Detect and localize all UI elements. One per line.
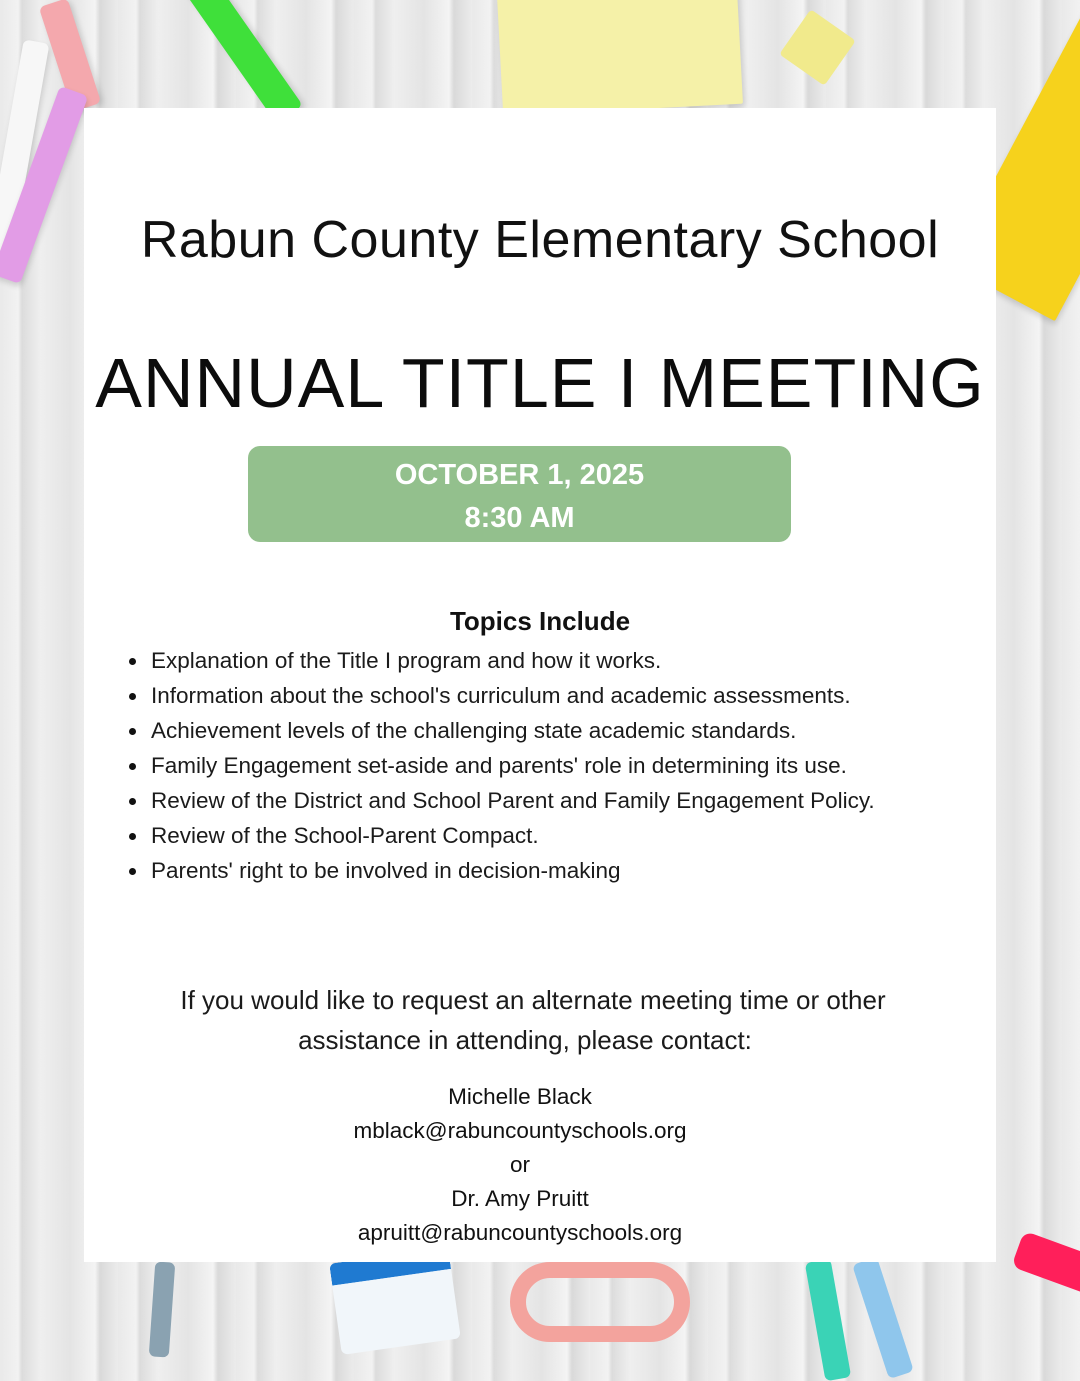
topic-item: Achievement levels of the challenging state academic standards. — [128, 713, 978, 748]
topic-item: Parents' right to be involved in decision-making — [128, 853, 978, 888]
topic-item: Review of the District and School Parent and Family Engagement Policy. — [128, 783, 978, 818]
request-line-1: If you would like to request an alternate meeting time or other — [180, 985, 886, 1015]
contact-email-1[interactable]: mblack@rabuncountyschools.org — [353, 1118, 687, 1143]
green-marker-decoration — [179, 0, 303, 124]
blue-pencil-decoration — [852, 1257, 914, 1379]
topics-heading: Topics Include — [449, 606, 631, 636]
date-time-box — [248, 446, 791, 542]
sticky-note-decoration — [497, 0, 743, 116]
binder-clip-decoration — [779, 9, 856, 86]
contact-separator: or — [509, 1152, 530, 1177]
scissors-decoration — [510, 1262, 690, 1342]
topic-item: Explanation of the Title I program and how it works. — [128, 643, 978, 678]
contact-name-2: Dr. Amy Pruitt — [451, 1186, 589, 1211]
topic-item: Family Engagement set-aside and parents' role in determining its use. — [128, 748, 978, 783]
meeting-time: 8:30 AM — [464, 502, 575, 534]
request-line-2: assistance in attending, please contact: — [298, 1025, 752, 1055]
contact-block — [0, 1080, 1040, 1250]
contact-email-2[interactable]: apruitt@rabuncountyschools.org — [357, 1220, 683, 1245]
teal-pencil-decoration — [805, 1259, 851, 1381]
eraser-decoration — [329, 1247, 461, 1355]
school-name: Rabun County Elementary School — [140, 211, 940, 269]
topic-item: Review of the School-Parent Compact. — [128, 818, 978, 853]
topics-list — [128, 643, 978, 888]
topic-item: Information about the school's curriculum and academic assessments. — [128, 678, 978, 713]
grey-pen-decoration — [149, 1261, 176, 1357]
request-text — [0, 980, 1080, 1060]
contact-name-1: Michelle Black — [448, 1084, 592, 1109]
meeting-title: ANNUAL TITLE I MEETING — [95, 344, 985, 422]
meeting-date: OCTOBER 1, 2025 — [394, 459, 645, 491]
